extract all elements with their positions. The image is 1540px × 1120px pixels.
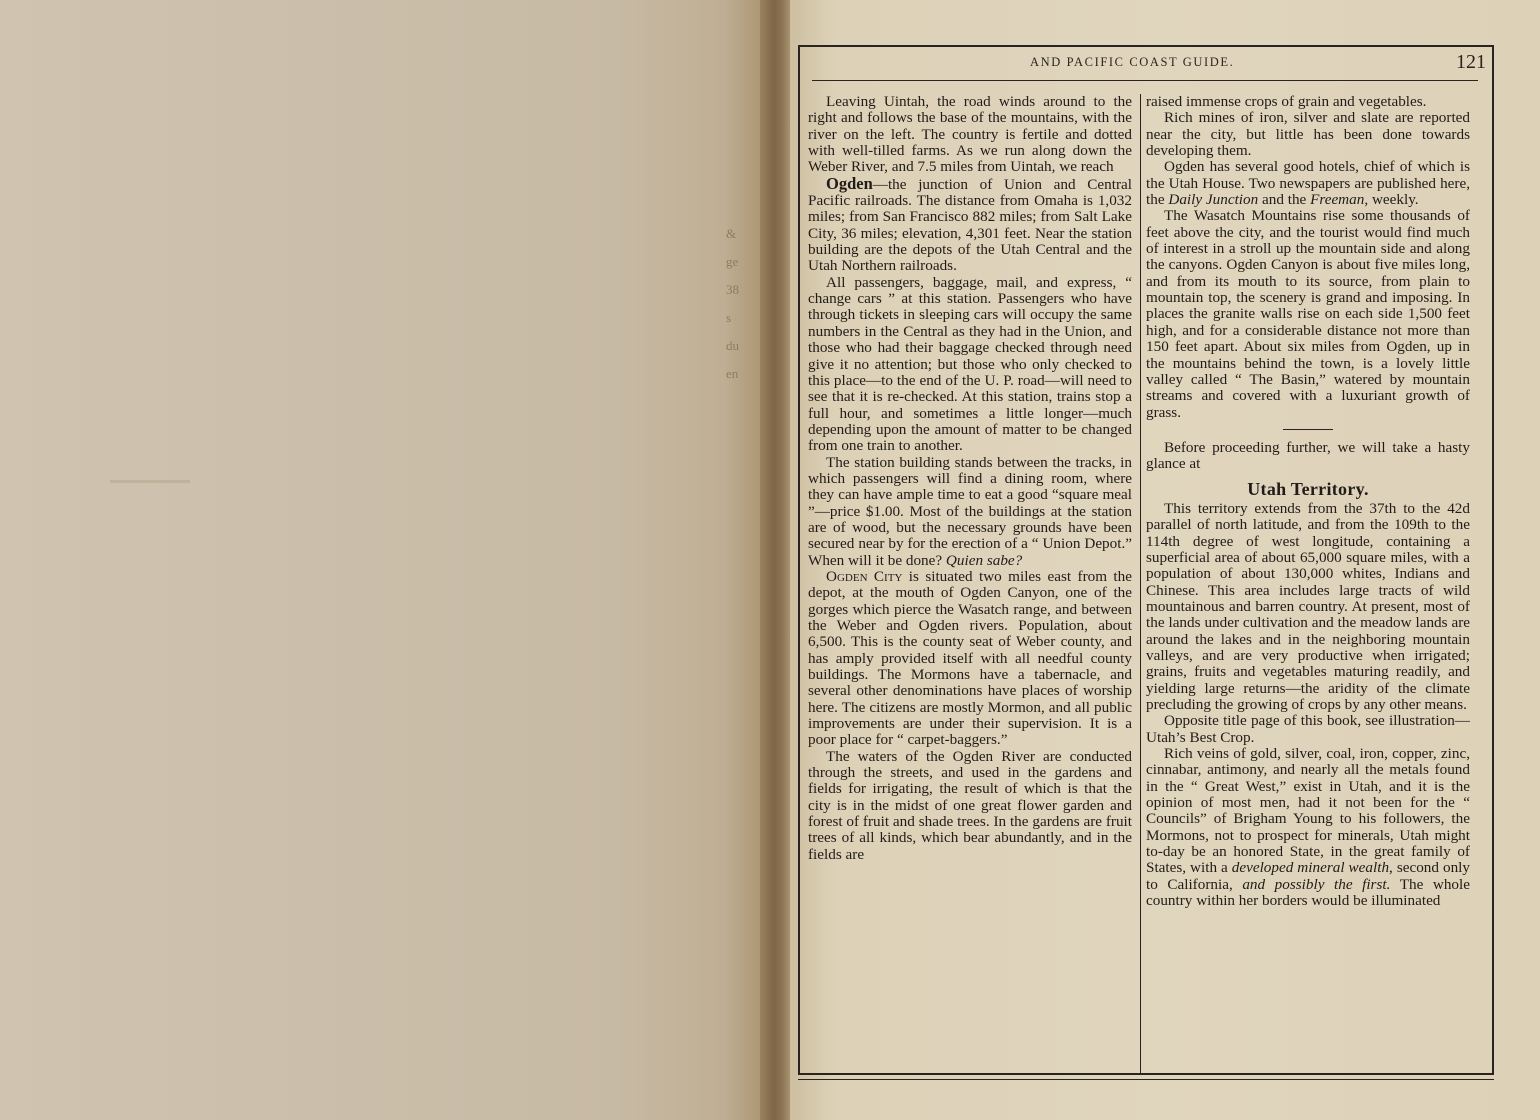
heading-ogden: Ogden (826, 173, 873, 193)
paragraph-text: and the (1258, 191, 1311, 209)
text-column-right (1146, 94, 1470, 910)
paragraph-text: , weekly. (1364, 191, 1419, 209)
left-margin-marks (726, 220, 756, 640)
paragraph-ogden-city (808, 569, 1132, 749)
page-number: 121 (1456, 51, 1486, 73)
margin-mark: en (726, 366, 739, 381)
paragraph: The Wasatch Mountains rise some thousands of feet above the city, and the tourist would find much of interest in a stroll up the mountain side and along the canyons. Ogden Canyon is about five miles long, and from its mouth to its source, from plain to mountain top, the scenery is grand and imposing. In places the granite walls rise on each side 1,500 feet high, and for a considerable distance not more than 150 feet apart. About six miles from Ogden, up in the mountains behind the town, is a lovely little valley called “ The Basin,” watered by mountain streams and covered with a luxuriant growth of grass. (1146, 207, 1470, 421)
paragraph-text: , second only to California, (1146, 859, 1470, 893)
paper-stain (110, 480, 190, 483)
paragraph (1146, 159, 1470, 208)
paragraph: Before proceeding further, we will take a hasty glance at (1146, 438, 1470, 473)
header-rule (812, 80, 1478, 81)
margin-mark: 38 (726, 282, 739, 297)
newspaper-name: Freeman (1310, 191, 1365, 209)
paragraph: This territory extends from the 37th to the 42d parallel of north latitude, and from the 109th to the 114th degree of west longitude, containing a superficial area of about 65,000 square miles, with a population of about 130,000 whites, Indians and Chinese. This area includes large tracts of wild mountainous and barren country. At present, most of the lands under cultivation and the meadow lands are around the lakes and in the neighboring mountain valleys, and are very productive when irrigated; grains, fruits and vegetables maturing readily, and yielding large returns—the aridity of the climate precluding the growing of crops by any other means. (1146, 499, 1470, 714)
small-caps-lead: Ogden City (826, 567, 903, 585)
column-divider (1140, 94, 1141, 1074)
margin-mark: ge (726, 254, 739, 269)
page-border-bottom-rule (798, 1079, 1494, 1080)
italic-phrase: Quien sabe? (945, 551, 1023, 569)
italic-phrase: developed mineral wealth (1231, 859, 1390, 877)
section-divider (1283, 429, 1333, 430)
text-column-left (808, 94, 1132, 863)
paragraph: Leaving Uintah, the road winds around to the right and follows the base of the mountains, with the river on the left. The country is fertile and dotted with well-tilled farms. As we run along down the Weber River, and 7.5 miles from Uintah, we reach (808, 93, 1132, 176)
paragraph: Rich mines of iron, silver and slate are reported near the city, but little has been done towards developing them. (1146, 109, 1470, 160)
paragraph-text: Rich veins of gold, silver, coal, iron, copper, zinc, cinnabar, antimony, and nearly all the metals found in the “ Great West,” exist in Utah, and it is the opinion of most men, had it not been for the “ Councils” of Brigham Young to his followers, the Mormons, not to prospect for minerals, Utah might to-day be an honored State, in the great family of States, with a (1146, 745, 1470, 877)
paragraph (1146, 746, 1470, 909)
running-head (800, 51, 1486, 75)
paragraph-text: The station building stands between the tracks, in which passengers will find a dining room, where they can have ample time to eat a good “square meal ”—price $1.00. Most of the buildings at the station are of wood, but the necessary grounds have been secured near by for the erection of a “ Union Depot.” When will it be done? (808, 453, 1132, 569)
margin-mark: s (726, 310, 732, 325)
paragraph-text: —the junction of Union and Central Pacific railroads. The distance from Omaha is 1,032 miles; from San Francisco 882 miles; from Salt Lake City, 36 miles; elevation, 4,301 feet. Near the station building are the depots of the Utah Central and the Utah Northern railroads. (808, 175, 1132, 275)
paragraph-ogden (808, 173, 1132, 275)
newspaper-name: Daily Junction (1168, 191, 1259, 209)
paragraph-text: The whole country within her borders would be illuminated (1146, 875, 1470, 910)
paragraph: Opposite title page of this book, see illustration—Utah’s Best Crop. (1146, 712, 1470, 746)
paragraph-text: Ogden has several good hotels, chief of which is the Utah House. Two newspapers are published here, the (1146, 158, 1470, 209)
italic-phrase: and possibly the first. (1242, 875, 1391, 893)
paragraph (808, 455, 1132, 569)
right-page (790, 0, 1540, 1120)
paragraph: The waters of the Ogden River are conducted through the streets, and used in the gardens and fields for irrigating, the result of which is that the city is in the midst of one great flower garden and forest of fruit and shade trees. In the gardens are fruit trees of all kinds, which bear abundantly, and in the fields are (808, 747, 1132, 863)
paragraph: raised immense crops of grain and vegetables. (1146, 93, 1427, 110)
margin-mark: & (726, 226, 737, 241)
margin-mark: du (726, 338, 739, 353)
paragraph: All passengers, baggage, mail, and express, “ change cars ” at this station. Passengers who have through tickets in sleeping cars will occupy the same numbers in the Central as they had in the Union, and those who had their baggage checked through need give it no attention; but those who only checked to this place—to the end of the U. P. road—will need to see that it is re-checked. At this station, trains stop a full hour, and sometimes a little longer—much depending upon the amount of matter to be changed from one train to another. (808, 273, 1132, 455)
paragraph-text: is situated two miles east from the depot, at the mouth of Ogden Canyon, one of the gorges which pierce the Wasatch range, and between the Weber and Ogden rivers. Population, about 6,500. This is the county seat of Weber county, and has amply provided itself with all needful county buildings. The Mormons have a tabernacle, and several other denominations have places of worship here. The citizens are mostly Mormon, and all public improvements are under their supervision. It is a poor place for “ carpet-baggers.” (808, 567, 1132, 749)
section-title: Utah Territory. (1247, 478, 1369, 499)
running-head-title: AND PACIFIC COAST GUIDE. (1030, 55, 1235, 69)
